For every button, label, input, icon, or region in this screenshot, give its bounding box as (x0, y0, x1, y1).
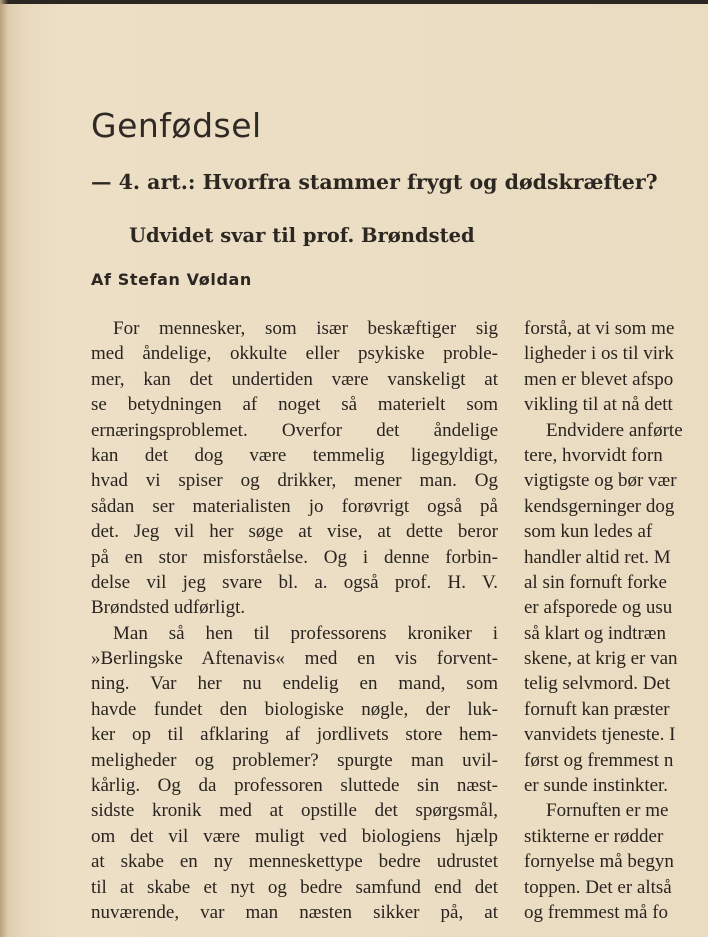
text-line: Endvidere anførte (546, 419, 683, 441)
text-line: ning. Var her nu endelig en mand, som (91, 673, 498, 695)
text-line: forstå, at vi som me (524, 318, 675, 339)
text-line: telig selvmord. Det (524, 673, 671, 695)
text-line: er afsporede og usu (524, 597, 673, 619)
text-line: skene, at krig er van (524, 648, 678, 670)
text-line: som kun ledes af (524, 521, 653, 543)
text-line: men er blevet afspo (524, 368, 674, 390)
text-line: er sunde instinkter. (524, 775, 669, 797)
text-line: så klart og indtræn (524, 622, 666, 644)
text-line: stikterne er rødder (524, 825, 664, 847)
page-binding-shadow (0, 0, 8, 937)
text-line: kan det dog være temmelig ligegyldigt, (91, 444, 498, 466)
article-subheading: Udvidet svar til prof. Brøndsted (129, 224, 475, 247)
text-line: med åndelige, okkulte eller psykiske proble- (91, 343, 498, 365)
body-column-right (524, 316, 708, 925)
text-line: toppen. Det er altså (524, 876, 672, 898)
body-column-left (91, 316, 498, 925)
article-subtitle: — 4. art.: Hvorfra stammer frygt og dødskræfter? (91, 170, 658, 194)
text-line: til at skabe et nyt og bedre samfund end det (91, 876, 498, 898)
text-line: hvad vi spiser og drikker, mener man. Og (91, 470, 498, 492)
text-line: se betydningen af noget så materielt som (91, 394, 498, 416)
text-line: delse vil jeg svare bl. a. også prof. H. V. (91, 571, 498, 593)
text-line: havde fundet den biologiske nøgle, der luk- (91, 698, 498, 720)
text-line: vikling til at nå dett (524, 394, 673, 416)
text-line: først og fremmest n (524, 749, 674, 771)
text-line: ernæringsproblemet. Overfor det åndelige (91, 419, 498, 441)
text-line: Fornuften er me (546, 800, 669, 822)
text-line: fornuft kan præster (524, 698, 670, 720)
text-line: sidste kronik med at opstille det spørgsmål, (91, 800, 498, 822)
text-line: om det vil være muligt ved biologiens hjælp (91, 825, 498, 847)
text-line: handler altid ret. M (524, 546, 671, 568)
article-title: Genfødsel (91, 106, 262, 145)
page-top-edge (0, 0, 708, 4)
text-line: fornyelse må begyn (524, 851, 674, 873)
text-line: mer, kan det undertiden være vanskeligt at (91, 368, 498, 390)
text-line: nuværende, var man næsten sikker på, at (91, 901, 498, 923)
text-line: al sin fornuft forke (524, 571, 667, 593)
text-line: Man så hen til professorens kroniker i (113, 622, 498, 644)
text-line: sådan ser materialisten jo forøvrigt også på (91, 495, 498, 517)
text-line: at skabe en ny menneskettype bedre udrustet (91, 851, 498, 873)
text-line: kendsgerninger dog (524, 495, 675, 517)
text-line: meligheder og problemer? spurgte man uvil- (91, 749, 498, 771)
text-line: »Berlingske Aftenavis« med en vis forvent- (91, 648, 498, 670)
text-line: vanvidets tjeneste. I (524, 724, 676, 746)
text-line: ligheder i os til virk (524, 343, 674, 365)
text-line: kårlig. Og da professoren sluttede sin næst- (91, 775, 498, 797)
text-line: ker op til afklaring af jordlivets store hem- (91, 724, 498, 746)
text-line: Brøndsted udførligt. (91, 597, 246, 619)
text-line: det. Jeg vil her søge at vise, at dette beror (91, 521, 498, 543)
text-line: For mennesker, som især beskæftiger sig (113, 318, 498, 339)
text-line: tere, hvorvidt forn (524, 444, 663, 466)
text-line: på en stor misforståelse. Og i denne forbin- (91, 546, 498, 568)
text-line: og fremmest må fo (524, 901, 669, 923)
article-author: Af Stefan Vøldan (91, 270, 252, 289)
text-line: vigtigste og bør vær (524, 470, 677, 492)
